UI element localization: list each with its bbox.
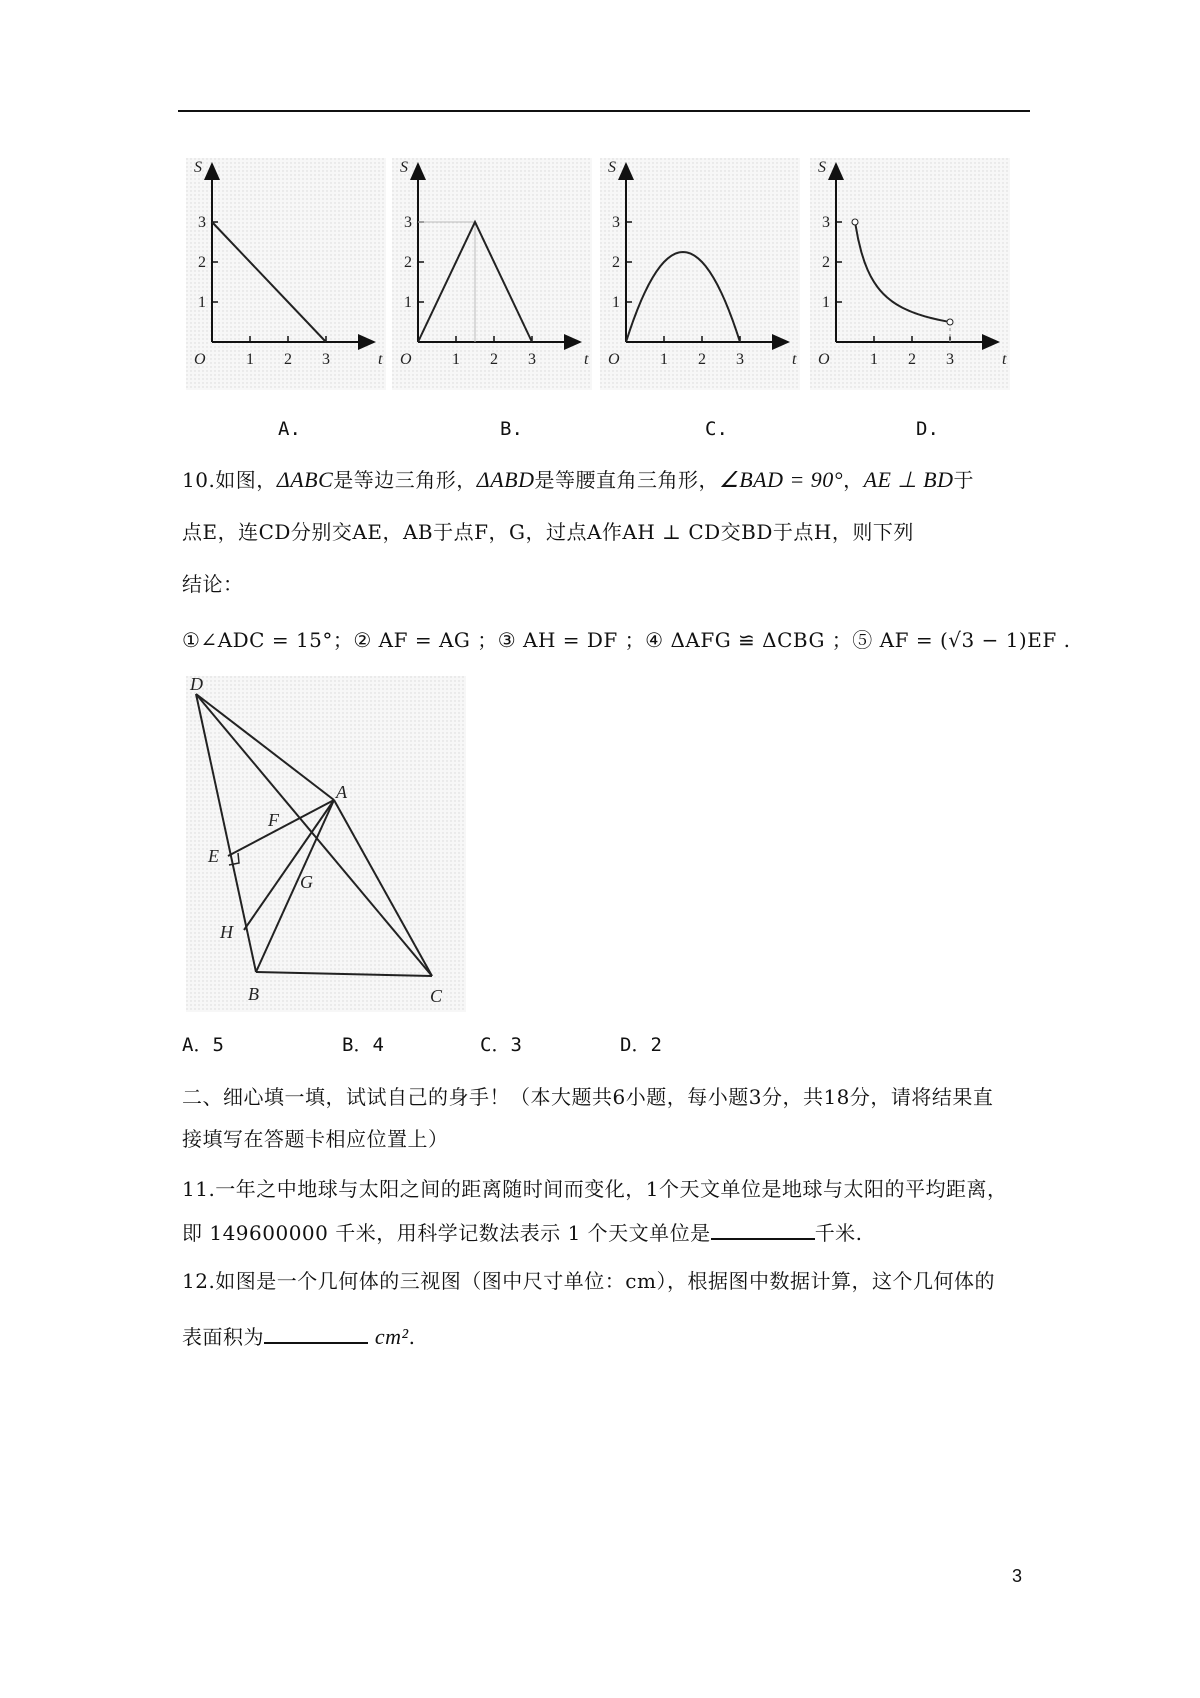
triangle-abd: ΔABD: [476, 467, 535, 492]
unit-cm2: cm²: [374, 1324, 409, 1349]
x-tick-label: 2: [284, 351, 292, 368]
point-label-f: F: [268, 810, 279, 830]
q10-conclusions: ①∠ADC = 15°；② AF = AG ；③ AH = DF ；④ ΔAFG ≌ ΔCBG ；⑤ AF = (√3 − 1)EF .: [182, 628, 1071, 652]
y-tick-label: 1: [612, 294, 620, 311]
graph-b: [392, 158, 592, 390]
x-axis-label: t: [1002, 351, 1007, 368]
q10-text-d: ，: [843, 468, 864, 492]
q10-text-e: 于: [953, 468, 974, 492]
y-axis-label: S: [818, 159, 826, 176]
q10-choices: [0, 1030, 1200, 1060]
point-label-a: A: [336, 782, 347, 802]
point-label-h: H: [220, 922, 233, 942]
point-label-e: E: [208, 846, 219, 866]
triangle-abc: ΔABC: [276, 467, 334, 492]
q10-text-b: 是等边三角形，: [333, 468, 477, 492]
y-tick-label: 1: [404, 294, 412, 311]
header-rule: [178, 110, 1030, 112]
x-tick-label: 1: [452, 351, 460, 368]
x-axis-label: t: [792, 351, 797, 368]
q11-line-1: 11.一年之中地球与太阳之间的距离随时间而变化，1个天文单位是地球与太阳的平均距离，: [182, 1177, 1008, 1201]
q11-line-2: [182, 1218, 863, 1248]
x-tick-label: 1: [660, 351, 668, 368]
y-axis-label: S: [608, 159, 616, 176]
graph-a: [186, 158, 386, 390]
point-label-d: D: [190, 676, 203, 694]
origin-label: O: [608, 351, 620, 368]
choice-c: C．3: [480, 1034, 522, 1056]
y-axis-label: S: [194, 159, 202, 176]
graph-options: [186, 158, 1026, 390]
x-axis-label: t: [378, 351, 383, 368]
choice-b: B．4: [342, 1034, 384, 1056]
x-tick-label: 3: [946, 351, 954, 368]
x-tick-label: 3: [736, 351, 744, 368]
section2-line-2: 接填写在答题卡相应位置上）: [182, 1127, 449, 1151]
y-tick-label: 1: [198, 294, 206, 311]
option-label-c: C.: [705, 418, 728, 440]
origin-label: O: [818, 351, 830, 368]
point-label-b: B: [248, 984, 259, 1004]
choice-a: A．5: [182, 1034, 224, 1056]
y-axis-label: S: [400, 159, 408, 176]
q12-line-1: 12.如图是一个几何体的三视图（图中尺寸单位：cm），根据图中数据计算，这个几何体的: [182, 1269, 995, 1293]
x-tick-label: 1: [246, 351, 254, 368]
q11-text-a: 即 149600000 千米，用科学记数法表示 1 个天文单位是: [182, 1221, 711, 1245]
q10-text-c: 是等腰直角三角形，: [534, 468, 719, 492]
y-tick-label: 2: [198, 254, 206, 271]
endpoint: [852, 219, 858, 225]
x-tick-label: 3: [528, 351, 536, 368]
graph-option-labels: [0, 418, 1200, 448]
geometry-figure: [186, 676, 466, 1012]
option-label-b: B.: [500, 418, 523, 440]
answer-blank-q11[interactable]: [711, 1218, 815, 1240]
y-tick-label: 3: [198, 214, 206, 231]
y-tick-label: 2: [612, 254, 620, 271]
choice-d: D．2: [620, 1034, 662, 1056]
x-tick-label: 2: [908, 351, 916, 368]
graph-c: [600, 158, 800, 390]
option-label-d: D.: [916, 418, 939, 440]
point-label-g: G: [300, 872, 313, 892]
q12-text-a: 表面积为: [182, 1325, 264, 1349]
y-tick-label: 3: [822, 214, 830, 231]
endpoint: [947, 319, 953, 325]
x-tick-label: 2: [490, 351, 498, 368]
point-label-c: C: [430, 986, 443, 1006]
q12-text-b: .: [408, 1325, 416, 1349]
origin-label: O: [194, 351, 206, 368]
angle-bad: ∠BAD = 90°: [718, 467, 844, 492]
q10-intro: 10.如图，: [182, 468, 277, 492]
x-tick-label: 1: [870, 351, 878, 368]
y-tick-label: 3: [612, 214, 620, 231]
perp-ae-bd: AE ⊥ BD: [863, 467, 954, 492]
y-tick-label: 3: [404, 214, 412, 231]
q11-text-b: 千米.: [814, 1221, 863, 1245]
y-tick-label: 1: [822, 294, 830, 311]
graph-d: [810, 158, 1010, 390]
origin-label: O: [400, 351, 412, 368]
answer-blank-q12[interactable]: [264, 1322, 368, 1344]
page-number: 3: [1012, 1566, 1023, 1586]
section2-line-1: 二、细心填一填，试试自己的身手！（本大题共6小题，每小题3分，共18分，请将结果直: [182, 1085, 994, 1109]
q12-line-2: [182, 1322, 415, 1352]
x-tick-label: 2: [698, 351, 706, 368]
y-tick-label: 2: [404, 254, 412, 271]
y-tick-label: 2: [822, 254, 830, 271]
option-label-a: A.: [278, 418, 301, 440]
x-axis-label: t: [584, 351, 589, 368]
x-tick-label: 3: [322, 351, 330, 368]
q10-line-3: 结论：: [182, 572, 244, 596]
q10-line-2: 点E，连CD分别交AE，AB于点F，G，过点A作AH ⊥ CD交BD于点H，则下列: [182, 520, 914, 544]
q10-line-1: [182, 465, 974, 495]
